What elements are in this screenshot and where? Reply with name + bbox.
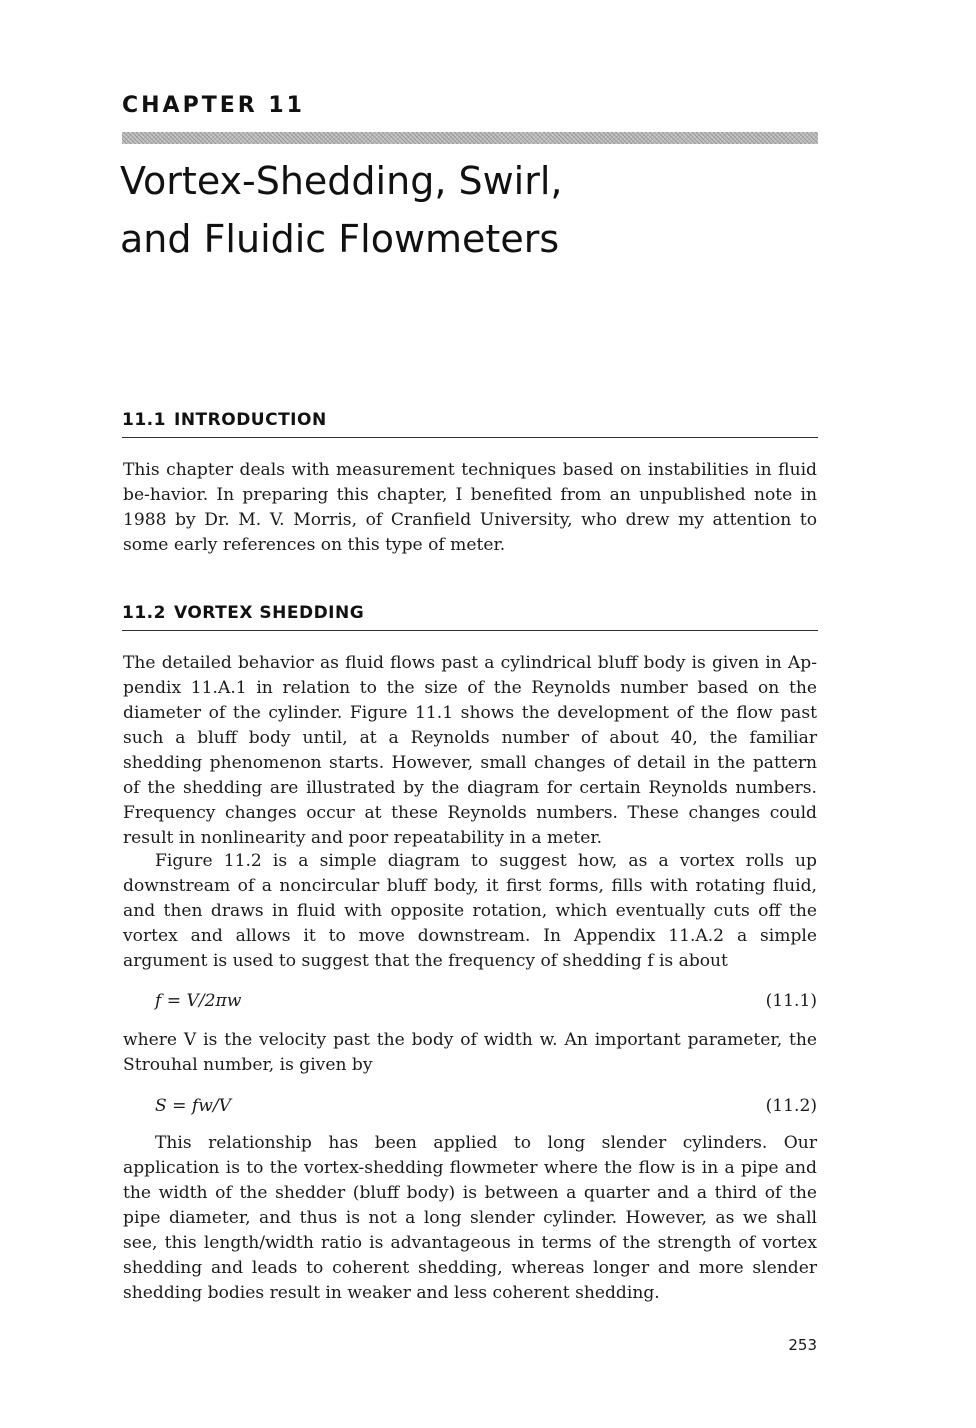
- chapter-title-line-1: Vortex-Shedding, Swirl,: [120, 159, 563, 203]
- equation-expression: f = V/2πw: [155, 991, 242, 1011]
- equation-11-2: [155, 1094, 817, 1119]
- paragraph-vortex-4: This relationship has been applied to long slender cylinders. Our application is to the vortex-shedding flowmeter where the flow is in a pipe and the width of the shedder (bluff body) is between a quarter and a third of the pipe diameter, and thus is not a long slender cylinder. However, as we shall see, this length/width ratio is advantageous in terms of the strength of vortex shedding and leads to coherent shedding, whereas longer and more slender shedding bodies result in weaker and less coherent shedding.: [123, 1133, 817, 1303]
- paragraph-vortex-3: where V is the velocity past the body of width w. An important parameter, the Strouhal number, is given by: [123, 1030, 817, 1075]
- page-number: 253: [788, 1336, 817, 1354]
- paragraph-vortex-1: The detailed behavior as fluid flows past a cylindrical bluff body is given in Ap-pendix 11.A.1 in relation to the size of the Reynolds number based on the diameter of the cylinder. Figure 11.1 shows the development of the flow past such a bluff body until, at a Reynolds number of about 40, the familiar shedding phenomenon starts. However, small changes of detail in the pattern of the shedding are illustrated by the diagram for certain Reynolds numbers. Frequency changes occur at these Reynolds numbers. These changes could result in nonlinearity and poor repeatability in a meter.: [123, 653, 817, 848]
- paragraph-intro: This chapter deals with measurement techniques based on instabilities in fluid be-havior. In preparing this chapter, I benefited from an unpublished note in 1988 by Dr. M. V. Morris, of Cranfield University, who drew my attention to some early references on this type of meter.: [123, 460, 817, 555]
- chapter-label: CHAPTER 11: [122, 93, 305, 118]
- equation-expression: S = fw/V: [155, 1096, 231, 1116]
- section-title: VORTEX SHEDDING: [174, 603, 365, 623]
- section-rule: [122, 630, 818, 631]
- section-rule: [122, 437, 818, 438]
- equation-11-1: [155, 989, 817, 1014]
- chapter-title: [120, 152, 820, 268]
- chapter-decorative-bar: [122, 132, 818, 144]
- paragraph-vortex-2: Figure 11.2 is a simple diagram to suggest how, as a vortex rolls up downstream of a noncircular bluff body, it first forms, fills with rotating fluid, and then draws in fluid with opposite rotation, which eventually cuts off the vortex and allows it to move downstream. In Appendix 11.A.2 a simple argument is used to suggest that the frequency of shedding f is about: [123, 851, 817, 971]
- section-number: 11.2: [122, 603, 166, 623]
- section-title: INTRODUCTION: [174, 410, 327, 430]
- equation-number: (11.2): [765, 1096, 817, 1116]
- section-heading-introduction: [122, 410, 818, 430]
- section-number: 11.1: [122, 410, 166, 430]
- equation-number: (11.1): [765, 991, 817, 1011]
- chapter-title-line-2: and Fluidic Flowmeters: [120, 217, 560, 261]
- section-heading-vortex-shedding: [122, 603, 818, 623]
